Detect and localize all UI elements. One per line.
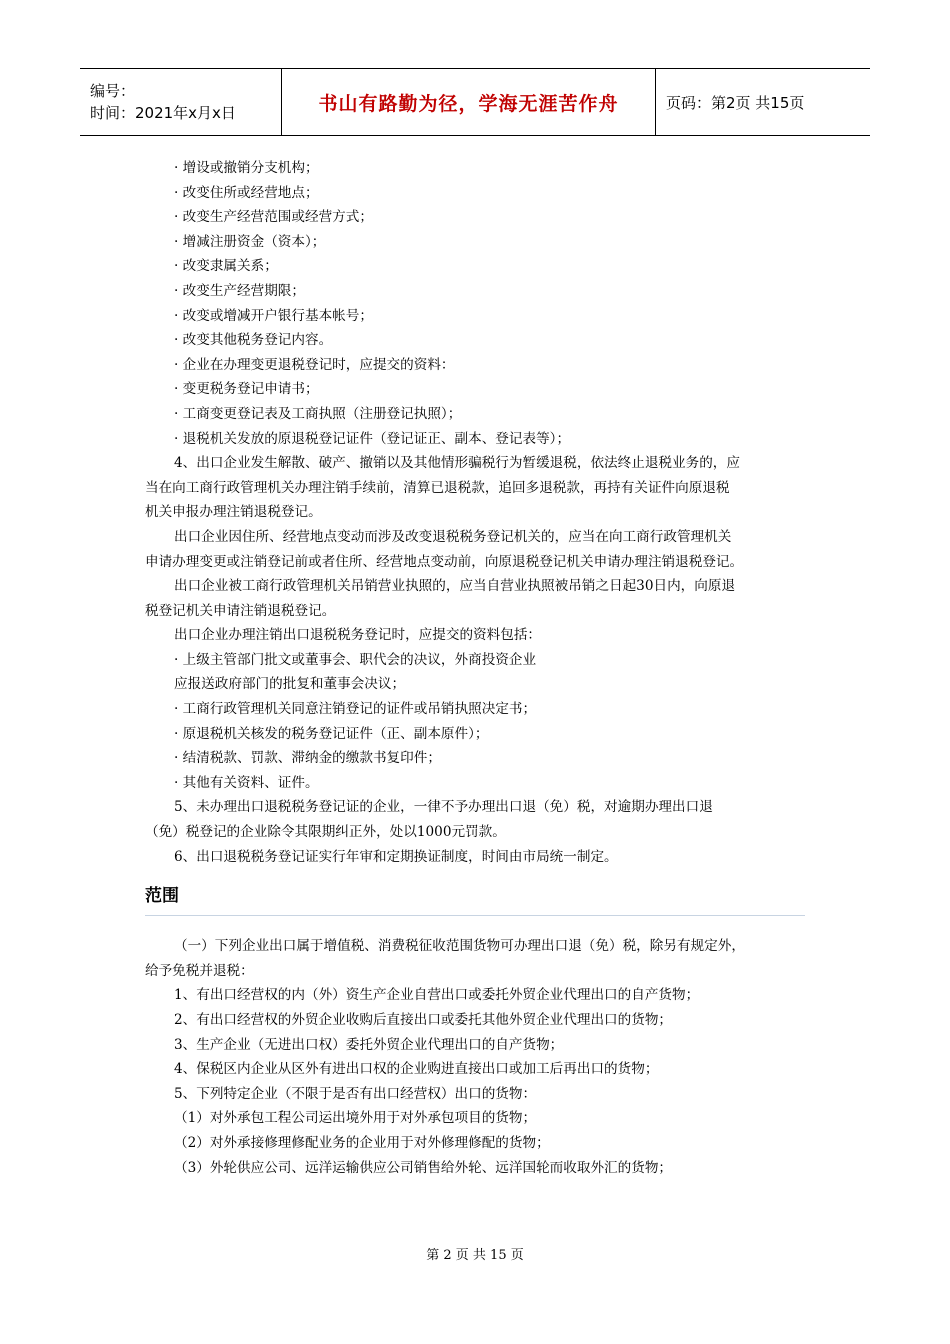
list-item: · 其他有关资料、证件。 <box>174 774 319 791</box>
list-item: · 改变生产经营范围或经营方式； <box>174 209 373 226</box>
section-heading: 范围 <box>145 886 179 907</box>
header-meta <box>80 69 282 135</box>
number-label: 编号： <box>90 82 136 100</box>
paragraph-line: 申请办理变更或注销登记前或者住所、经营地点变动前，向原退税登记机关申请办理注销退税登记。 <box>145 553 744 570</box>
heading-divider <box>145 915 805 916</box>
list-item: 3、生产企业（无进出口权）委托外贸企业代理出口的自产货物； <box>174 1036 564 1053</box>
paragraph-line: 出口企业被工商行政管理机关吊销营业执照的，应当自营业执照被吊销之日起30日内，向原退 <box>174 578 736 595</box>
list-item: · 增减注册资金（资本）； <box>174 233 326 250</box>
list-item: · 退税机关发放的原退税登记证件（登记证正、副本、登记表等）； <box>174 430 571 447</box>
paragraph-line: 给予免税并退税： <box>145 962 254 979</box>
paragraph-line: 机关申报办理注销退税登记。 <box>145 504 322 521</box>
paragraph-line: 出口企业因住所、经营地点变动而涉及改变退税税务登记机关的，应当在向工商行政管理机关 <box>174 528 732 545</box>
list-item: · 改变住所或经营地点； <box>174 184 319 201</box>
paragraph-line: （一）下列企业出口属于增值税、消费税征收范围货物可办理出口退（免）税，除另有规定外， <box>174 938 745 955</box>
list-item: （1）对外承包工程公司运出境外用于对外承包项目的货物； <box>174 1110 537 1127</box>
header-page-label: 页码：第2页 共15页 <box>666 93 805 112</box>
paragraph-line: 6、出口退税税务登记证实行年审和定期换证制度，时间由市局统一制定。 <box>174 848 618 865</box>
list-item: · 原退税机关核发的税务登记证件（正、副本原件）； <box>174 725 489 742</box>
page-footer: 第 2 页 共 15 页 <box>426 1248 524 1263</box>
document-body <box>145 156 805 1180</box>
list-item: · 工商行政管理机关同意注销登记的证件或吊销执照决定书； <box>174 701 537 718</box>
list-item: 2、有出口经营权的外贸企业收购后直接出口或委托其他外贸企业代理出口的货物； <box>174 1012 673 1028</box>
list-item: · 企业在办理变更退税登记时，应提交的资料： <box>174 356 455 373</box>
list-item: 应报送政府部门的批复和董事会决议； <box>174 676 406 693</box>
paragraph-line: 4、出口企业发生解散、破产、撤销以及其他情形骗税行为暂缓退税，依法终止退税业务的，应 <box>174 455 740 472</box>
header-motto: 书山有路勤为径，学海无涯苦作舟 <box>282 69 656 135</box>
list-item: · 变更税务登记申请书； <box>174 381 319 398</box>
list-item: · 改变生产经营期限； <box>174 282 305 299</box>
page-header <box>80 68 870 136</box>
paragraph-line: （免）税登记的企业除令其限期纠正外，处以1000元罚款。 <box>145 824 506 841</box>
list-item: · 增设或撤销分支机构； <box>174 160 319 176</box>
list-item: · 改变或增减开户银行基本帐号； <box>174 307 373 324</box>
list-item: 5、下列特定企业（不限于是否有出口经营权）出口的货物： <box>174 1085 537 1102</box>
list-item: 1、有出口经营权的内（外）资生产企业自营出口或委托外贸企业代理出口的自产货物； <box>174 987 700 1004</box>
paragraph-line: 5、未办理出口退税税务登记证的企业，一律不予办理出口退（免）税，对逾期办理出口退 <box>174 799 713 816</box>
list-item: 4、保税区内企业从区外有进出口权的企业购进直接出口或加工后再出口的货物； <box>174 1061 659 1078</box>
paragraph-line: 税登记机关申请注销退税登记。 <box>145 602 336 619</box>
paragraph-line: 出口企业办理注销出口退税税务登记时，应提交的资料包括： <box>174 627 542 644</box>
list-item: （3）外轮供应公司、远洋运输供应公司销售给外轮、远洋国轮而收取外汇的货物； <box>174 1159 673 1176</box>
list-item: · 工商变更登记表及工商执照（注册登记执照）； <box>174 405 462 422</box>
list-item: （2）对外承接修理修配业务的企业用于对外修理修配的货物； <box>174 1134 550 1151</box>
list-item: · 上级主管部门批文或董事会、职代会的决议，外商投资企业 <box>174 651 537 668</box>
date-label: 时间：2021年x月x日 <box>90 104 236 122</box>
paragraph-line: 当在向工商行政管理机关办理注销手续前，清算已退税款，追回多退税款，再持有关证件向原退税 <box>145 479 730 496</box>
list-item: · 结清税款、罚款、滞纳金的缴款书复印件； <box>174 750 441 767</box>
list-item: · 改变隶属关系； <box>174 258 278 275</box>
list-item: · 改变其他税务登记内容。 <box>174 332 333 349</box>
